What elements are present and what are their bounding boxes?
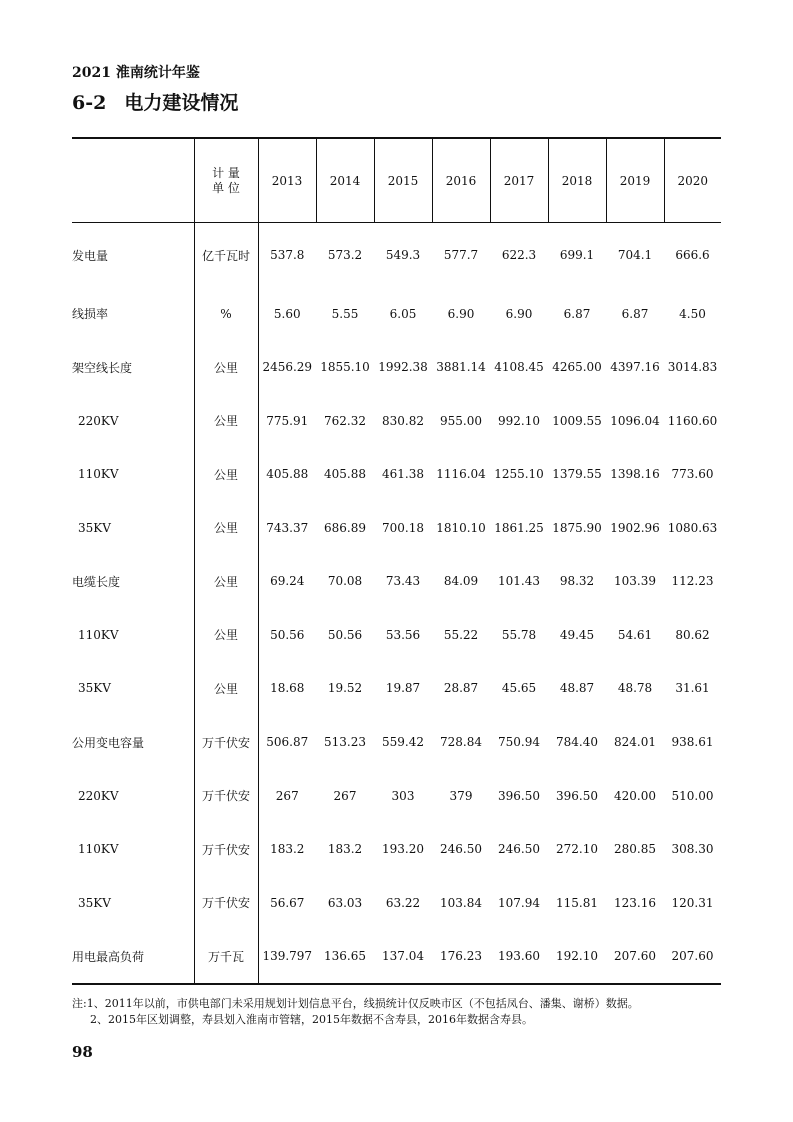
section-number: 6-2 [72,92,107,114]
row-label: 电缆长度 [72,574,121,589]
value-cell: 246.50 [440,842,482,857]
value-cell: 700.18 [382,520,424,535]
value-cell: 139.797 [262,949,313,964]
row-unit: 万千伏安 [194,715,258,769]
value-cell: 50.56 [327,627,363,642]
value-cell: 267 [333,788,357,803]
row-label: 110KV [78,467,119,482]
row-label: 公用变电容量 [72,735,145,750]
value-cell: 19.87 [385,681,421,696]
value-cell: 405.88 [324,467,366,482]
value-cell: 1160.60 [667,413,718,428]
value-cell: 743.37 [266,520,309,535]
value-cell: 98.32 [559,574,595,589]
row-unit: 万千瓦 [194,929,258,984]
footnote-2: 2、2015年区划调整，寿县划入淮南市管辖，2015年数据不含寿县，2016年数据含寿县。 [90,1013,533,1026]
value-cell: 1855.10 [320,360,370,375]
value-cell: 704.1 [617,248,653,262]
value-cell: 510.00 [671,788,714,803]
value-cell: 577.7 [443,248,479,262]
value-cell: 1810.10 [436,520,486,535]
value-cell: 824.01 [614,735,656,750]
power-construction-table [72,137,721,985]
row-label: 线损率 [72,307,109,322]
row-label: 架空线长度 [72,360,133,375]
value-cell: 54.61 [617,627,653,642]
value-cell: 49.45 [559,627,595,642]
value-cell: 207.60 [614,949,656,964]
value-cell: 396.50 [498,788,540,803]
value-cell: 573.2 [327,248,363,262]
year-header: 2020 [664,138,721,223]
value-cell: 69.24 [270,574,305,589]
value-cell: 1009.55 [552,413,602,428]
year-header: 2017 [490,138,548,223]
table-row [72,341,721,395]
value-cell: 3014.83 [667,360,718,375]
value-cell: 4108.45 [494,360,544,375]
value-cell: 112.23 [671,574,714,589]
value-cell: 6.90 [505,306,533,321]
value-cell: 308.30 [671,842,714,857]
row-label: 110KV [78,842,119,857]
value-cell: 728.84 [440,735,482,750]
value-cell: 6.87 [621,306,649,321]
section-name: 电力建设情况 [124,92,239,114]
row-unit: 公里 [194,394,258,448]
value-cell: 559.42 [382,735,424,750]
unit-header [194,138,258,223]
value-cell: 699.1 [559,248,595,262]
value-cell: 1080.63 [667,520,718,535]
value-cell: 267 [275,788,299,803]
table-row [72,662,721,716]
value-cell: 513.23 [324,735,366,750]
row-label: 110KV [78,627,119,642]
year-header: 2013 [258,138,316,223]
value-cell: 1875.90 [552,520,602,535]
value-cell: 55.78 [501,627,537,642]
value-cell: 103.84 [440,895,482,910]
value-cell: 775.91 [266,413,309,428]
value-cell: 3881.14 [436,360,486,375]
value-cell: 405.88 [266,467,309,482]
value-cell: 549.3 [385,248,421,262]
row-label: 35KV [78,520,111,535]
row-label: 35KV [78,895,111,910]
value-cell: 48.78 [617,681,653,696]
value-cell: 773.60 [671,467,714,482]
row-unit: 公里 [194,501,258,555]
table-row [72,501,721,555]
row-label: 用电最高负荷 [72,949,145,964]
value-cell: 103.39 [614,574,656,589]
value-cell: 272.10 [556,842,598,857]
value-cell: 686.89 [324,520,366,535]
value-cell: 750.94 [498,735,540,750]
value-cell: 666.6 [675,248,710,262]
table-row [72,715,721,769]
value-cell: 183.2 [270,842,305,857]
row-label: 发电量 [72,248,109,263]
table-row [72,448,721,502]
value-cell: 1255.10 [494,467,544,482]
row-unit: 公里 [194,608,258,662]
value-cell: 183.2 [327,842,363,857]
table-row [72,555,721,609]
year-header: 2014 [316,138,374,223]
value-cell: 762.32 [324,413,366,428]
value-cell: 101.43 [498,574,540,589]
table-row [72,608,721,662]
row-unit: 公里 [194,448,258,502]
value-cell: 48.87 [559,681,595,696]
year-header: 2018 [548,138,606,223]
year-header: 2016 [432,138,490,223]
item-header [72,138,194,223]
value-cell: 4397.16 [610,360,660,375]
value-cell: 193.20 [382,842,424,857]
value-cell: 938.61 [671,735,714,750]
row-unit: % [194,287,258,341]
value-cell: 246.50 [498,842,540,857]
value-cell: 56.67 [270,895,305,910]
value-cell: 992.10 [498,413,540,428]
value-cell: 176.23 [440,949,482,964]
value-cell: 1398.16 [610,467,660,482]
value-cell: 1116.04 [436,467,486,482]
value-cell: 537.8 [270,248,305,262]
value-cell: 80.62 [675,627,710,642]
row-unit: 公里 [194,555,258,609]
value-cell: 1861.25 [494,520,544,535]
year-header: 2015 [374,138,432,223]
year-header: 2019 [606,138,664,223]
value-cell: 830.82 [382,413,424,428]
value-cell: 420.00 [614,788,656,803]
value-cell: 136.65 [324,949,366,964]
row-label: 35KV [78,681,111,696]
value-cell: 2456.29 [262,360,313,375]
data-table-container [72,137,721,985]
value-cell: 73.43 [385,574,421,589]
value-cell: 55.22 [443,627,479,642]
value-cell: 5.60 [273,306,301,321]
value-cell: 280.85 [614,842,656,857]
table-row [72,394,721,448]
table-row [72,822,721,876]
value-cell: 622.3 [501,248,537,262]
value-cell: 4.50 [679,306,706,321]
value-cell: 6.90 [447,306,475,321]
value-cell: 1992.38 [378,360,428,375]
value-cell: 53.56 [385,627,421,642]
value-cell: 18.68 [270,681,305,696]
value-cell: 120.31 [671,895,714,910]
page-number: 98 [72,1043,93,1061]
value-cell: 303 [391,788,415,803]
value-cell: 63.22 [385,895,421,910]
table-row [72,223,721,288]
value-cell: 70.08 [327,574,363,589]
row-unit: 万千伏安 [194,822,258,876]
table-row [72,287,721,341]
section-title [72,88,238,115]
book-title: 2021 淮南统计年鉴 [72,65,200,81]
row-unit: 亿千瓦时 [194,223,258,288]
value-cell: 50.56 [270,627,305,642]
table-body [72,223,721,984]
table-row [72,876,721,930]
value-cell: 6.05 [389,306,417,321]
value-cell: 1902.96 [610,520,660,535]
unit-header-line2: 单 位 [212,180,240,195]
value-cell: 137.04 [382,949,424,964]
header-row [72,138,721,223]
unit-header-line1: 计 量 [212,165,240,180]
value-cell: 396.50 [556,788,598,803]
row-label: 220KV [78,413,119,428]
value-cell: 5.55 [331,306,359,321]
row-unit: 万千伏安 [194,876,258,930]
value-cell: 45.65 [501,681,537,696]
value-cell: 28.87 [443,681,479,696]
value-cell: 1096.04 [610,413,660,428]
value-cell: 379 [449,788,473,803]
table-row [72,769,721,823]
row-unit: 公里 [194,662,258,716]
value-cell: 506.87 [266,735,309,750]
value-cell: 193.60 [498,949,540,964]
table-row [72,929,721,984]
footnotes [72,996,639,1028]
value-cell: 84.09 [443,574,479,589]
row-unit: 万千伏安 [194,769,258,823]
footnote-1: 注:1、2011年以前，市供电部门未采用规划计划信息平台，线损统计仅反映市区（不包括凤台、潘集、谢桥）数据。 [72,997,639,1010]
value-cell: 1379.55 [552,467,602,482]
row-label: 220KV [78,788,119,803]
value-cell: 192.10 [556,949,598,964]
value-cell: 19.52 [327,681,363,696]
value-cell: 461.38 [382,467,424,482]
value-cell: 6.87 [563,306,591,321]
value-cell: 63.03 [327,895,363,910]
value-cell: 955.00 [440,413,482,428]
value-cell: 784.40 [556,735,598,750]
value-cell: 123.16 [614,895,656,910]
value-cell: 4265.00 [552,360,602,375]
value-cell: 31.61 [675,681,710,696]
value-cell: 107.94 [498,895,540,910]
value-cell: 115.81 [556,895,598,910]
value-cell: 207.60 [671,949,714,964]
row-unit: 公里 [194,341,258,395]
